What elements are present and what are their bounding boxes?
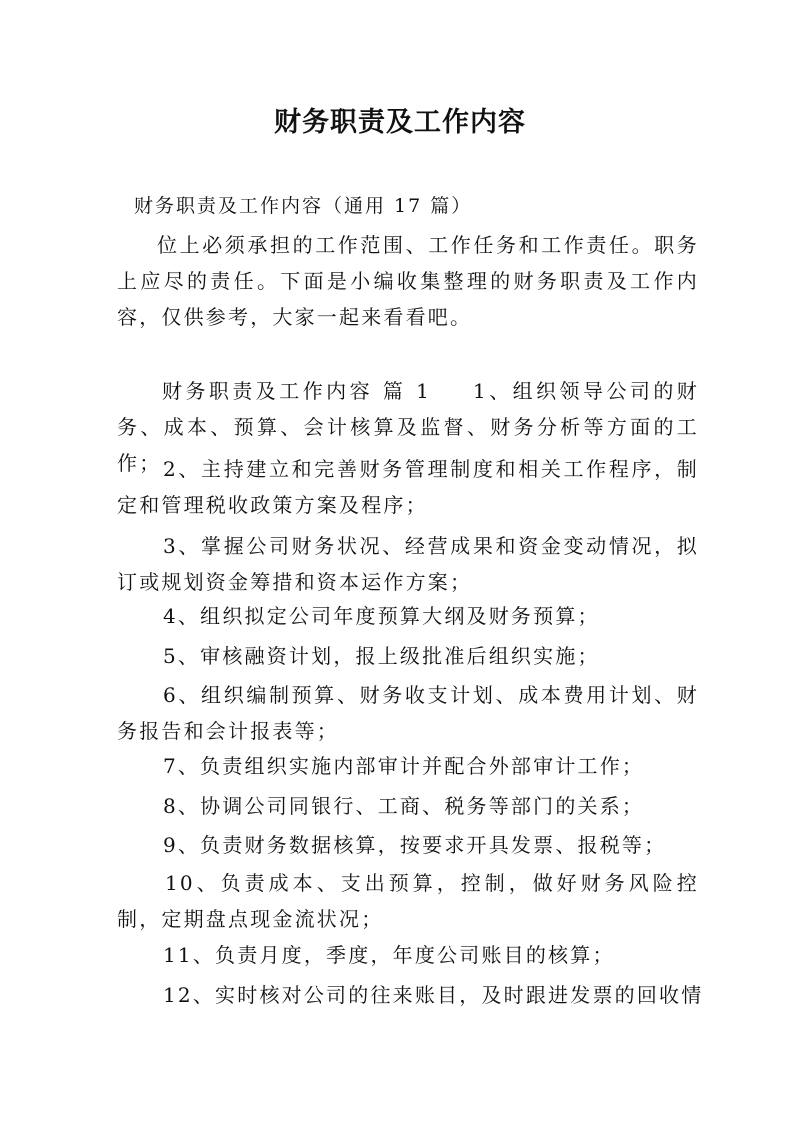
intro-paragraph: 位上必须承担的工作范围、工作任务和工作责任。职务上应尽的责任。下面是小编收集整理的财务职责及工作内容，仅供参考，大家一起来看看吧。 — [117, 233, 699, 329]
list-item-7: 7、负责组织实施内部审计并配合外部审计工作； — [163, 754, 645, 778]
list-item-1: 1、组织领导公司的财务、成本、预算、会计核算及监督、财务分析等方面的工作； — [117, 379, 699, 475]
document-subtitle: 财务职责及工作内容（通用 17 篇） — [134, 195, 473, 217]
list-item-2: 2、主持建立和完善财务管理制度和相关工作程序，制定和管理税收政策方案及程序； — [117, 457, 699, 517]
list-item-8: 8、协调公司同银行、工商、税务等部门的关系； — [163, 794, 645, 818]
document-title: 财务职责及工作内容 — [274, 107, 526, 138]
list-item-5: 5、审核融资计划，报上级批准后组织实施； — [163, 644, 600, 668]
list-item-9: 9、负责财务数据核算，按要求开具发票、报税等； — [163, 833, 667, 857]
list-item-12: 12、实时核对公司的往来账目，及时跟进发票的回收情 — [163, 983, 704, 1007]
list-item-3: 3、掌握公司财务状况、经营成果和资金变动情况，拟订或规划资金筹措和资本运作方案； — [117, 534, 699, 594]
list-item-6: 6、组织编制预算、财务收支计划、成本费用计划、财务报告和会计报表等； — [117, 683, 699, 743]
list-item-11: 11、负责月度，季度，年度公司账目的核算； — [163, 943, 615, 967]
section-heading: 财务职责及工作内容 篇 1 — [162, 379, 432, 403]
list-item-4: 4、组织拟定公司年度预算大纲及财务预算； — [163, 604, 600, 628]
list-item-10: 10、负责成本、支出预算，控制，做好财务风险控制，定期盘点现金流状况； — [117, 871, 699, 931]
